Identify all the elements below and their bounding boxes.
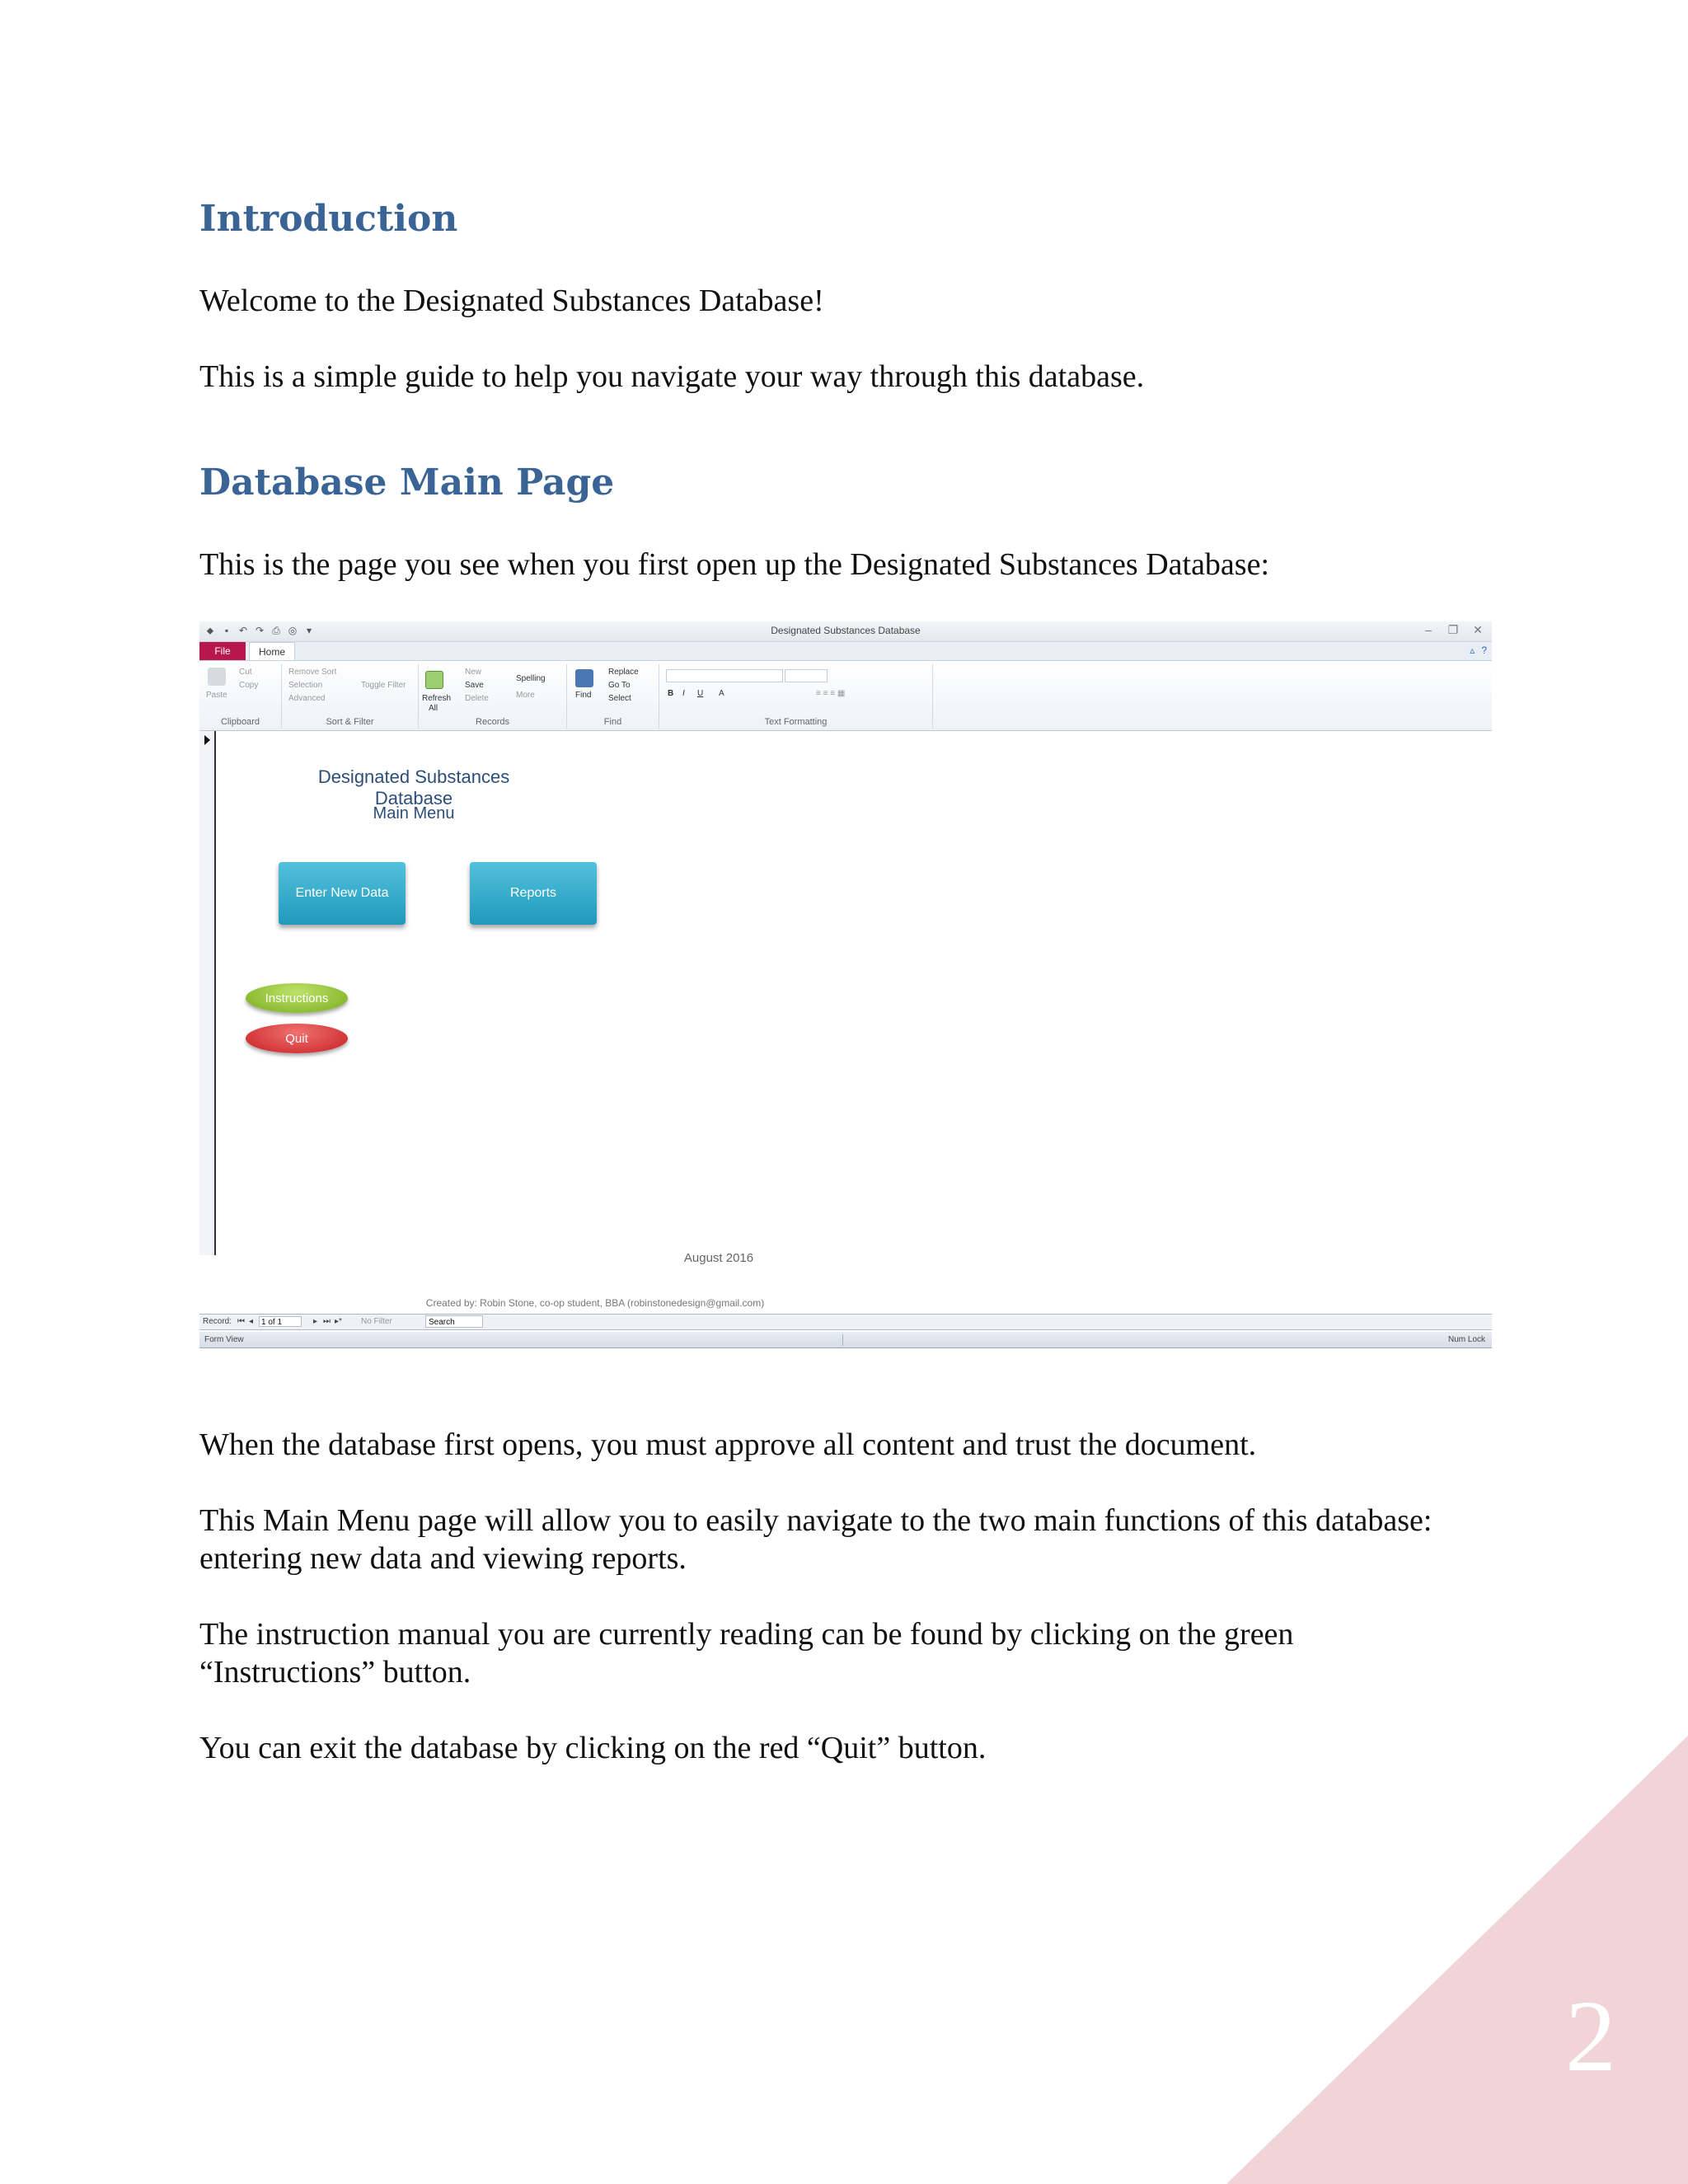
- help-icon[interactable]: ?: [1481, 644, 1487, 656]
- record-navigation-bar: [199, 1314, 1492, 1330]
- previous-record-icon[interactable]: ◂: [249, 1317, 254, 1326]
- italic-button[interactable]: I: [682, 689, 685, 698]
- refresh-all-label: All: [429, 704, 438, 713]
- no-filter-button[interactable]: No Filter: [361, 1317, 392, 1326]
- find-binoculars-icon: [575, 669, 593, 687]
- bold-button[interactable]: B: [668, 689, 674, 698]
- find-group-label: Find: [603, 717, 622, 727]
- delete-record-button[interactable]: Delete: [465, 694, 489, 703]
- new-record-button[interactable]: New: [465, 668, 482, 677]
- refresh-button[interactable]: Refresh: [422, 694, 452, 703]
- current-record-arrow-icon: [204, 735, 210, 745]
- form-date: August 2016: [683, 1251, 754, 1265]
- restore-icon[interactable]: ❐: [1447, 623, 1459, 636]
- tab-home[interactable]: Home: [249, 642, 295, 660]
- help-area: [1470, 644, 1487, 656]
- spelling-button[interactable]: Spelling: [516, 674, 546, 683]
- select-button[interactable]: Select: [608, 694, 631, 703]
- quit-button[interactable]: Quit: [246, 1024, 348, 1053]
- print-icon[interactable]: ⎙: [272, 625, 280, 636]
- ribbon: [199, 661, 1492, 731]
- font-color-button[interactable]: A: [719, 689, 724, 698]
- new-record-icon[interactable]: ▸*: [335, 1317, 342, 1326]
- undo-icon[interactable]: ↶: [238, 625, 248, 636]
- enter-new-data-button[interactable]: Enter New Data: [279, 862, 406, 925]
- refresh-icon: [425, 671, 443, 689]
- tab-file[interactable]: File: [199, 642, 246, 660]
- database-screenshot: [199, 621, 1492, 1350]
- first-record-icon[interactable]: ⏮: [237, 1317, 245, 1326]
- status-divider: [842, 1334, 843, 1346]
- advanced-button[interactable]: Advanced: [288, 694, 326, 703]
- intro-heading: Introduction: [199, 198, 458, 240]
- customize-icon[interactable]: ▾: [306, 625, 312, 636]
- reports-button[interactable]: Reports: [470, 862, 597, 925]
- group-sort-filter: [282, 664, 419, 729]
- main-page-lead: This is the page you see when you first open up the Designated Substances Database:: [199, 547, 1270, 582]
- ribbon-tabs: [199, 642, 1492, 661]
- form-credit: Created by: Robin Stone, co-op student, BBA (robinstonedesign@gmail.com): [425, 1297, 765, 1309]
- text-formatting-group-label: Text Formatting: [764, 717, 828, 727]
- sort-filter-group-label: Sort & Filter: [326, 717, 374, 727]
- after-paragraph-4: You can exit the database by clicking on the red “Quit” button.: [199, 1731, 987, 1765]
- cut-button[interactable]: Cut: [239, 668, 252, 677]
- more-button[interactable]: More: [516, 691, 535, 700]
- form-title: Designated Substances Database: [317, 766, 510, 808]
- after-paragraph-3: The instruction manual you are currently reading can be found by clicking on the green “Instructions” button.: [199, 1617, 1294, 1690]
- minimize-icon[interactable]: –: [1425, 623, 1432, 636]
- record-selector-strip: [199, 731, 216, 1255]
- paste-icon: [208, 668, 226, 686]
- last-record-icon[interactable]: ⏭: [323, 1317, 331, 1326]
- search-input[interactable]: Search: [425, 1315, 483, 1328]
- window-title: Designated Substances Database: [771, 625, 921, 636]
- page-number: 2: [1565, 1980, 1616, 2093]
- binoculars-icon[interactable]: ◎: [288, 625, 298, 636]
- window-controls: [1421, 623, 1485, 637]
- close-icon[interactable]: ✕: [1473, 623, 1483, 636]
- group-clipboard: [199, 664, 282, 729]
- window-titlebar: [199, 621, 1492, 642]
- record-label: Record:: [203, 1317, 232, 1326]
- save-record-button[interactable]: Save: [465, 681, 484, 690]
- collapse-ribbon-icon[interactable]: ▵: [1470, 644, 1475, 656]
- record-position-input[interactable]: 1 of 1: [259, 1316, 302, 1327]
- font-name-dropdown[interactable]: [666, 669, 783, 682]
- align-icons[interactable]: ≡ ≡ ≡ ▦: [816, 689, 846, 698]
- group-find: [567, 664, 659, 729]
- view-status: Form View: [204, 1335, 244, 1344]
- intro-paragraph-2: This is a simple guide to help you navigate your way through this database.: [199, 359, 1145, 394]
- form-subtitle: Main Menu: [373, 804, 455, 823]
- font-size-dropdown[interactable]: [785, 669, 828, 682]
- copy-button[interactable]: Copy: [239, 681, 259, 690]
- numlock-status: Num Lock: [1447, 1335, 1485, 1344]
- group-records: [419, 664, 567, 729]
- replace-button[interactable]: Replace: [608, 668, 639, 677]
- selection-button[interactable]: Selection: [288, 681, 323, 690]
- goto-button[interactable]: Go To: [608, 681, 631, 690]
- clipboard-group-label: Clipboard: [220, 717, 260, 727]
- records-group-label: Records: [476, 717, 509, 727]
- group-text-formatting: [659, 664, 933, 729]
- status-bar: [199, 1332, 1492, 1348]
- paste-button[interactable]: Paste: [206, 691, 227, 700]
- save-icon[interactable]: ▪: [224, 625, 229, 636]
- intro-paragraph-1: Welcome to the Designated Substances Database!: [199, 284, 824, 318]
- pink-corner-triangle: [1226, 1736, 1688, 2184]
- instructions-button[interactable]: Instructions: [246, 983, 348, 1013]
- toggle-filter-button[interactable]: Toggle Filter: [361, 681, 406, 690]
- remove-sort-button[interactable]: Remove Sort: [288, 668, 337, 677]
- main-page-heading: Database Main Page: [199, 462, 615, 504]
- access-logo-icon: ⬥: [206, 625, 214, 636]
- after-paragraph-2: This Main Menu page will allow you to easily navigate to the two main functions of this database: entering new data and viewing reports.: [199, 1503, 1432, 1576]
- redo-icon[interactable]: ↷: [255, 625, 265, 636]
- after-paragraph-1: When the database first opens, you must approve all content and trust the document.: [199, 1427, 1257, 1462]
- next-record-icon[interactable]: ▸: [313, 1317, 318, 1326]
- find-button[interactable]: Find: [575, 691, 592, 700]
- underline-button[interactable]: U: [697, 689, 704, 698]
